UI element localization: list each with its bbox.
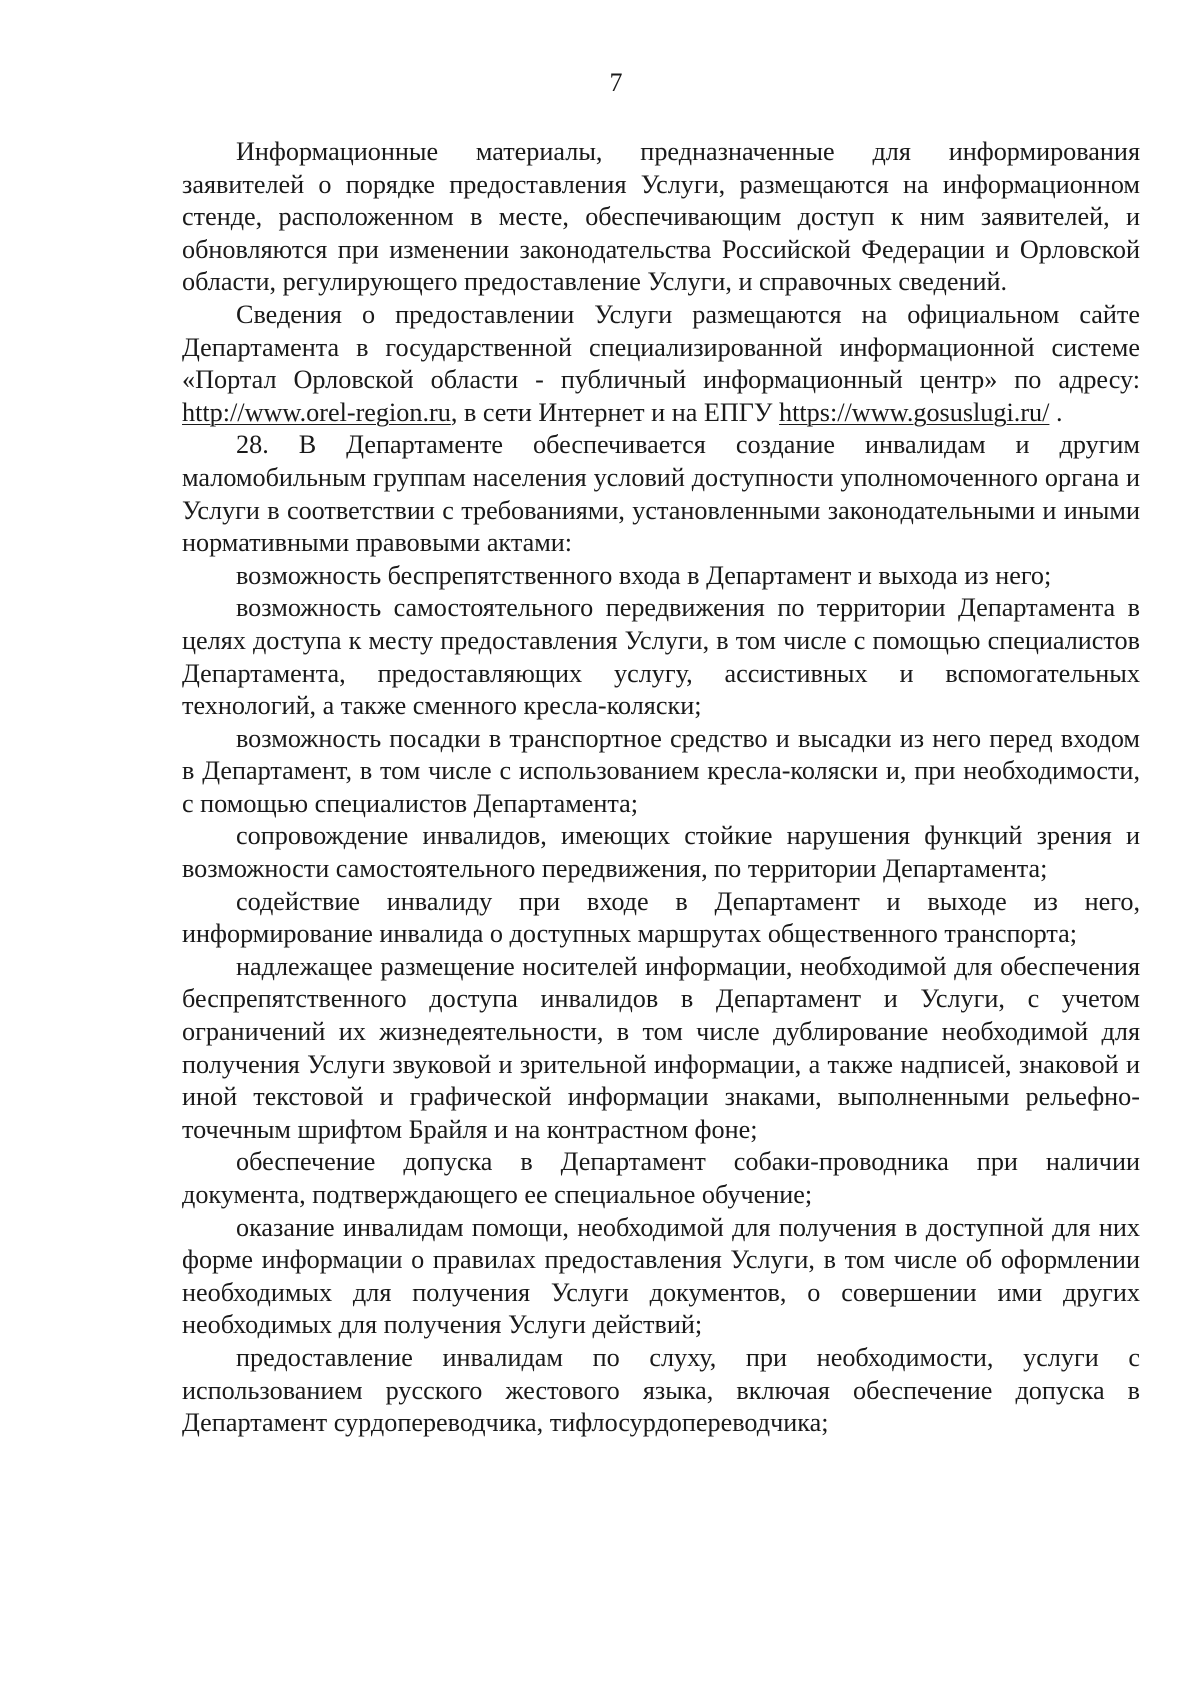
paragraph-movement: возможность самостоятельного передвижения по территории Департамента в целях доступа к месту предоставления Услуги, в том числе с помощью специалистов Департамента, предоставляющих услугу, ассистивных и вспомогательных технологий, а также сменного кресла-коляски; xyxy=(182,593,1140,721)
paragraph-site-info xyxy=(182,299,1140,429)
paragraph-item-28: 28. В Департаменте обеспечивается создание инвалидам и другим маломобильным группам населения условий доступности уполномоченного органа и Услуги в соответствии с требованиями, установленными законодательными и иными нормативными правовыми актами: xyxy=(182,430,1140,558)
paragraph-escort: сопровождение инвалидов, имеющих стойкие нарушения функций зрения и возможности самостоятельного передвижения, по территории Департамента; xyxy=(182,821,1140,884)
paragraph-help: оказание инвалидам помощи, необходимой для получения в доступной для них форме информации о правилах предоставления Услуги, в том числе об оформлении необходимых для получения Услуги документов, о совершении ими других необходимых для получения Услуги действий; xyxy=(182,1212,1140,1340)
paragraph-boarding: возможность посадки в транспортное средство и высадки из него перед входом в Департамент, в том числе с использованием кресла-коляски и, при необходимости, с помощью специалистов Департамента; xyxy=(182,723,1140,818)
paragraph-entry-exit: возможность беспрепятственного входа в Департамент и выхода из него; xyxy=(236,560,1052,590)
paragraph-assistance: содействие инвалиду при входе в Департамент и выходе из него, информирование инвалида о доступных маршрутах общественного транспорта; xyxy=(182,886,1140,949)
gosuslugi-link[interactable]: https://www.gosuslugi.ru/ xyxy=(779,397,1050,427)
page-number: 7 xyxy=(609,68,623,97)
paragraph-site-info-text-after: . xyxy=(1049,397,1063,427)
document-body xyxy=(182,136,1140,1440)
paragraph-sign-language: предоставление инвалидам по слуху, при необходимости, услуги с использованием русского жестового языка, включая обеспечение допуска в Департамент сурдопереводчика, тифлосурдопереводчика; xyxy=(182,1342,1140,1438)
paragraph-site-info-text-middle: , в сети Интернет и на ЕПГУ xyxy=(450,397,780,427)
paragraph-guide-dog: обеспечение допуска в Департамент собаки-проводника при наличии документа, подтверждающего ее специальное обучение; xyxy=(182,1147,1140,1209)
paragraph-site-info-text-before: Сведения о предоставлении Услуги размещаются на официальном сайте Департамента в государственной специализированной информационной системе «Портал Орловской области - публичный информационный центр» по адресу: xyxy=(182,299,1140,395)
paragraph-info-materials: Информационные материалы, предназначенные для информирования заявителей о порядке предоставления Услуги, размещаются на информационном стенде, расположенном в месте, обеспечивающим доступ к ним заявителей, и обновляются при изменении законодательства Российской Федерации и Орловской области, регулирующего предоставление Услуги, и справочных сведений. xyxy=(182,137,1140,297)
paragraph-information-carriers: надлежащее размещение носителей информации, необходимой для обеспечения беспрепятственного доступа инвалидов в Департамент и Услуги, с учетом ограничений их жизнедеятельности, в том числе дублирование необходимой для получения Услуги звуковой и зрительной информации, а также надписей, знаковой и иной текстовой и графической информации знаками, выполненными рельефно-точечным шрифтом Брайля и на контрастном фоне; xyxy=(182,951,1140,1144)
orel-region-link[interactable]: http://www.orel-region.ru xyxy=(182,397,451,427)
